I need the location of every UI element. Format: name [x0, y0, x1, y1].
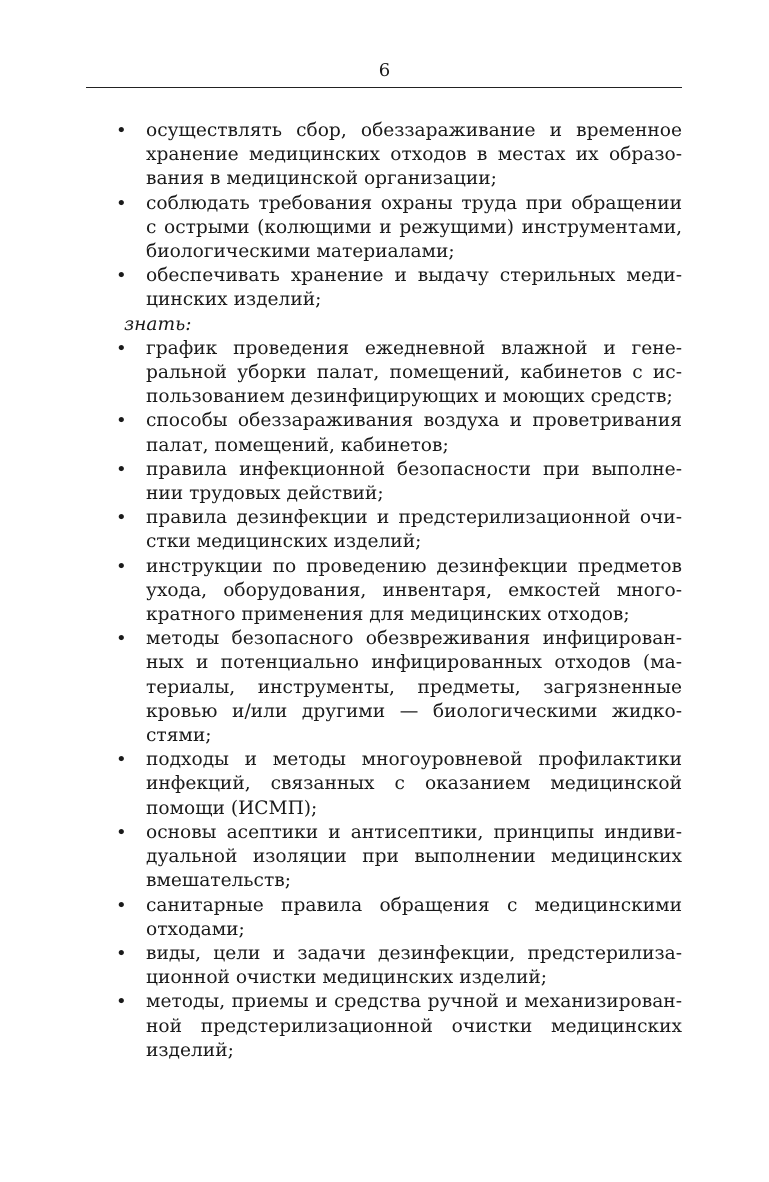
list-item-text: осуществлять сбор, обеззараживание и временное хранение медицинских отходов в местах их образования в медицинской организации; [146, 120, 682, 190]
list-item [86, 627, 682, 748]
list-item-text: соблюдать требования охраны труда при обращении с острыми (колющими и режущими) инструментами, биологическими материалами; [146, 192, 682, 263]
list-item-text: основы асептики и антисептики, принципы индивидуальной изоляции при выполнении медицинских вмешательств; [146, 821, 682, 892]
bullet-icon: • [116, 458, 127, 480]
skills-list [86, 119, 682, 313]
bullet-icon: • [116, 749, 127, 771]
list-item [86, 821, 682, 894]
list-item [86, 555, 682, 628]
bullet-icon: • [116, 507, 127, 529]
list-item-text: обеспечивать хранение и выдачу стерильных медицинских изделий; [146, 265, 682, 311]
list-item [86, 748, 682, 821]
page-number: 6 [378, 60, 391, 81]
bullet-icon: • [116, 265, 127, 287]
bullet-icon: • [116, 628, 127, 650]
knowledge-list [86, 337, 682, 1063]
bullet-icon: • [116, 410, 127, 432]
list-item-text: правила дезинфекции и предстерилизационной очистки медицинских изделий; [146, 507, 682, 553]
list-item-text: методы, приемы и средства ручной и механизированной предстерилизационной очистки медицинских изделий; [146, 991, 682, 1061]
bullet-icon: • [116, 942, 127, 964]
list-item-text: способы обеззараживания воздуха и проветривания палат, помещений, кабинетов; [146, 410, 682, 456]
list-item [86, 119, 682, 192]
header-rule [86, 87, 682, 88]
know-heading: знать: [124, 313, 192, 335]
bullet-icon: • [116, 894, 127, 916]
list-item [86, 409, 682, 457]
list-item-text: виды, цели и задачи дезинфекции, предстерилизационной очистки медицинских изделий; [146, 942, 682, 989]
list-item [86, 264, 682, 312]
bullet-icon: • [116, 192, 127, 214]
page-content [86, 119, 682, 1063]
list-item [86, 942, 682, 990]
bullet-icon: • [116, 120, 127, 141]
list-item [86, 990, 682, 1063]
list-item [86, 458, 682, 506]
list-item-text: правила инфекционной безопасности при выполнении трудовых действий; [146, 458, 682, 505]
list-item [86, 506, 682, 554]
list-item-text: методы безопасного обезвреживания инфицированных и потенциально инфицированных отходов (материалы, инструменты, предметы, загрязненные кровью и/или другими — биологическими жидкостями; [146, 628, 682, 747]
list-item-text: санитарные правила обращения с медицинскими отходами; [146, 894, 682, 940]
bullet-icon: • [116, 991, 127, 1013]
list-item [86, 192, 682, 265]
bullet-icon: • [116, 821, 127, 843]
list-item-text: инструкции по проведению дезинфекции предметов ухода, оборудования, инвентаря, емкостей многократного применения для медицинских отходов; [146, 555, 682, 626]
list-item-text: подходы и методы многоуровневой профилактики инфекций, связанных с оказанием медицинской помощи (ИСМП); [146, 749, 682, 819]
bullet-icon: • [116, 337, 127, 359]
bullet-icon: • [116, 555, 127, 577]
list-item [86, 894, 682, 942]
list-item-text: график проведения ежедневной влажной и генеральной уборки палат, помещений, кабинетов с использованием дезинфицирующих и моющих средств; [146, 337, 682, 408]
list-item [86, 337, 682, 410]
